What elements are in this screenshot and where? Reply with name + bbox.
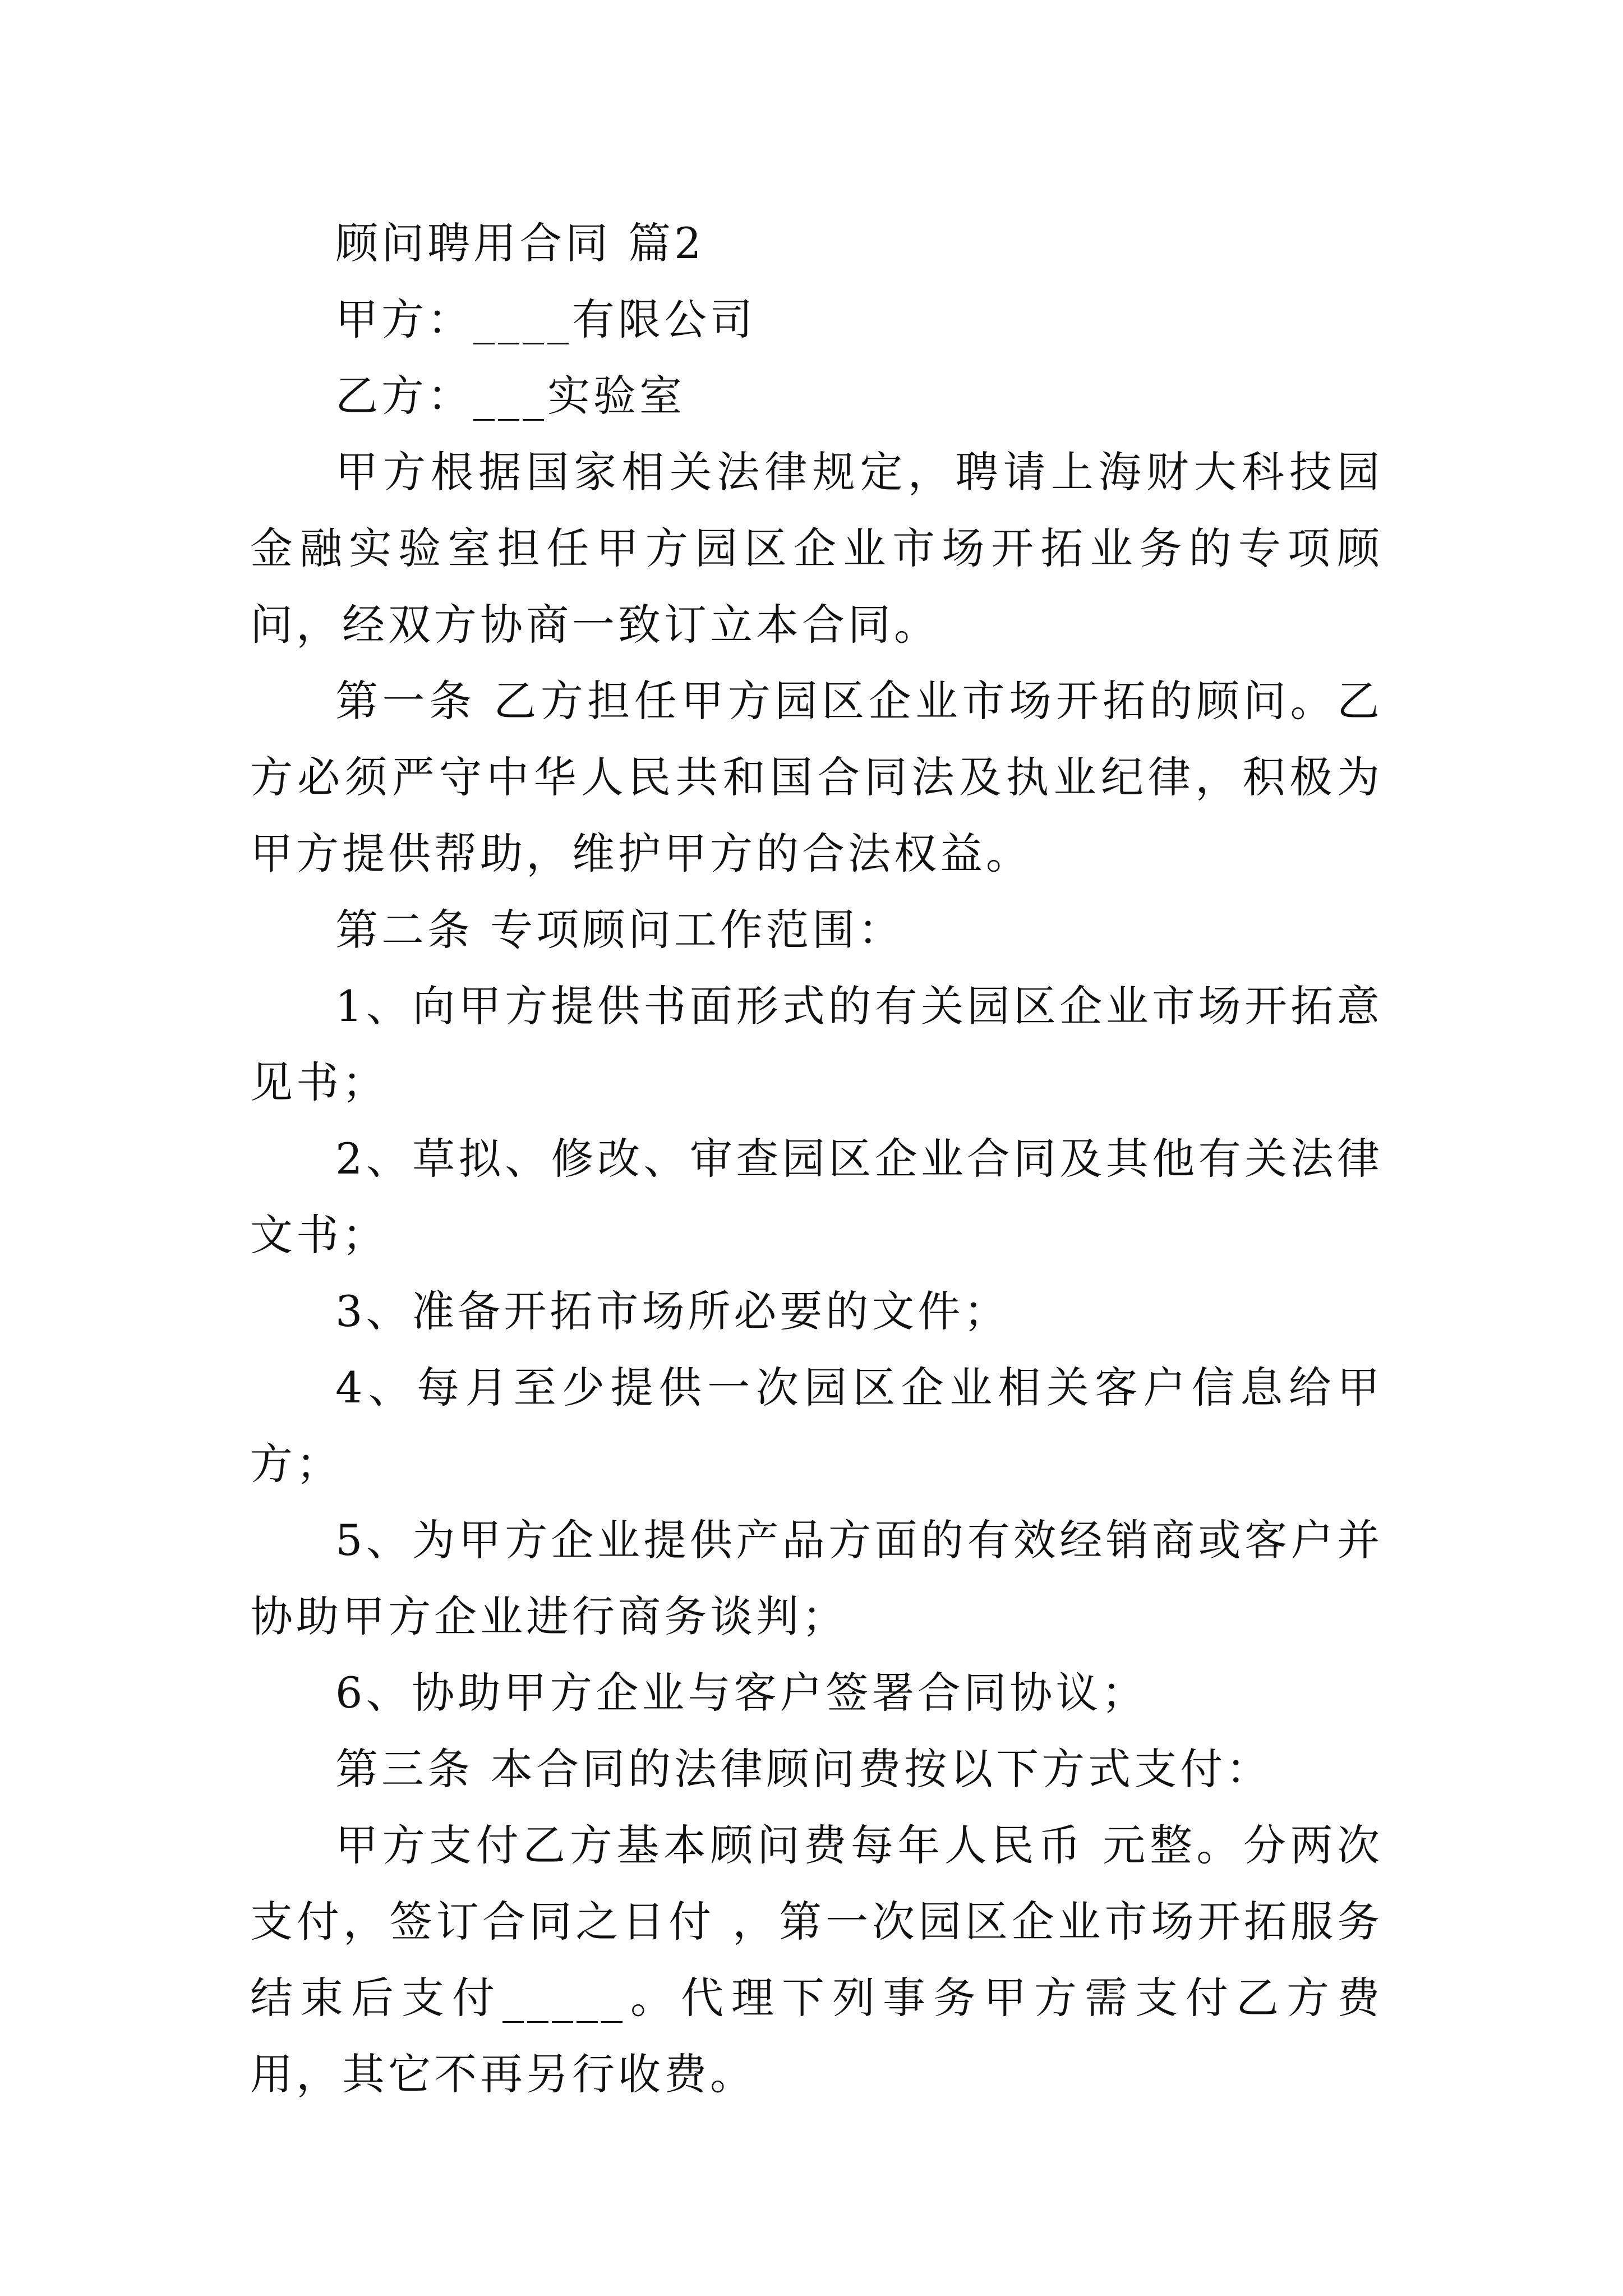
scope-item-2: 2、草拟、修改、审查园区企业合同及其他有关法律文书； bbox=[250, 1134, 1383, 1260]
scope-item-1: 1、向甲方提供书面形式的有关园区企业市场开拓意见书； bbox=[250, 981, 1383, 1107]
article-1-paragraph: 第一条 乙方担任甲方园区企业市场开拓的顾问。乙方必须严守中华人民共和国合同法及执业纪律，积极为甲方提供帮助，维护甲方的合法权益。 bbox=[250, 676, 1383, 878]
scope-item-5: 5、为甲方企业提供产品方面的有效经销商或客户并协助甲方企业进行商务谈判； bbox=[250, 1515, 1383, 1641]
preamble-paragraph: 甲方根据国家相关法律规定，聘请上海财大科技园金融实验室担任甲方园区企业市场开拓业务的专项顾问，经双方协商一致订立本合同。 bbox=[250, 447, 1383, 650]
payment-paragraph: 甲方支付乙方基本顾问费每年人民币 元整。分两次支付，签订合同之日付 ，第一次园区企业市场开拓服务结束后支付_____。代理下列事务甲方需支付乙方费用，其它不再另行收费。 bbox=[250, 1820, 1383, 2099]
contract-title: 顾问聘用合同 篇2 bbox=[335, 218, 705, 268]
article-2-heading: 第二条 专项顾问工作范围： bbox=[335, 905, 905, 955]
document-body bbox=[250, 205, 1383, 2113]
scope-item-3: 3、准备开拓市场所必要的文件； bbox=[335, 1286, 1010, 1336]
article-3-heading: 第三条 本合同的法律顾问费按以下方式支付： bbox=[335, 1744, 1272, 1794]
party-a-line: 甲方：____有限公司 bbox=[335, 295, 756, 344]
party-b-line: 乙方：___实验室 bbox=[335, 371, 685, 421]
scope-item-6: 6、协助甲方企业与客户签署合同协议； bbox=[335, 1668, 1148, 1718]
scope-item-4: 4、每月至少提供一次园区企业相关客户信息给甲方； bbox=[250, 1363, 1383, 1489]
